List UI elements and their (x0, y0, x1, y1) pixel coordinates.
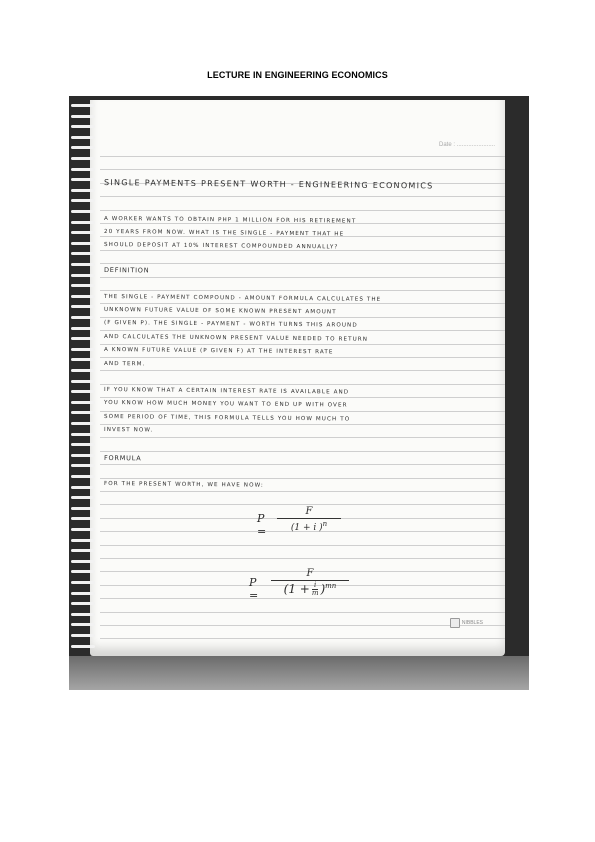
spiral-ring (71, 189, 95, 192)
spiral-ring (71, 221, 95, 224)
ruled-line (100, 317, 505, 318)
spiral-ring (71, 645, 95, 648)
definition-line: AND TERM. (103, 361, 146, 368)
spiral-ring (71, 263, 95, 266)
ruled-line (100, 625, 505, 626)
ruled-line (100, 504, 505, 505)
ruled-line (100, 451, 505, 452)
spiral-ring (71, 401, 95, 404)
spiral-ring (71, 623, 95, 626)
ruled-line (100, 357, 505, 358)
ruled-line (100, 384, 505, 385)
spiral-ring (71, 507, 95, 510)
spiral-ring (71, 380, 95, 383)
explanation-line: INVEST NOW. (103, 427, 154, 434)
spiral-ring (71, 231, 95, 234)
spiral-ring (71, 517, 95, 520)
formula-fraction (271, 568, 349, 597)
spiral-ring (71, 560, 95, 563)
definition-line: (F GIVEN P). THE SINGLE - PAYMENT - WORTH TURNS THIS AROUND (103, 320, 358, 329)
problem-line: SHOULD DEPOSIT AT 10% INTEREST COMPOUNDED ANNUALLY? (103, 242, 339, 251)
spiral-binding (71, 96, 99, 656)
ruled-line (100, 303, 505, 304)
ruled-line (100, 397, 505, 398)
ruled-line (100, 491, 505, 492)
exponent: n (322, 520, 328, 528)
fraction-bar (271, 580, 349, 581)
spiral-ring (71, 358, 95, 361)
spiral-ring (71, 464, 95, 467)
ruled-line (100, 545, 505, 546)
problem-line: A WORKER WANTS TO OBTAIN PHP 1 MILLION FOR HIS RETIREMENT (103, 216, 357, 225)
explanation-line: SOME PERIOD OF TIME, THIS FORMULA TELLS YOU HOW MUCH TO (103, 414, 351, 423)
scanned-notebook-image (69, 96, 529, 690)
ruled-line (100, 424, 505, 425)
spiral-ring (71, 316, 95, 319)
formula-denominator (271, 582, 349, 597)
ruled-line (100, 263, 505, 264)
ruled-line (100, 464, 505, 465)
spiral-ring (71, 348, 95, 351)
spiral-ring (71, 168, 95, 171)
ruled-line (100, 437, 505, 438)
spiral-ring (71, 369, 95, 372)
spiral-ring (71, 104, 95, 107)
spiral-ring (71, 210, 95, 213)
ruled-line (100, 250, 505, 251)
denominator-base: (1 + i ) (290, 523, 323, 533)
spiral-ring (71, 305, 95, 308)
ruled-line (100, 210, 505, 211)
ruled-line (100, 411, 505, 412)
ruled-line (100, 598, 505, 599)
definition-line: A KNOWN FUTURE VALUE (P GIVEN F) AT THE INTEREST RATE (103, 347, 334, 356)
definition-line: UNKNOWN FUTURE VALUE OF SOME KNOWN PRESENT AMOUNT (103, 307, 337, 316)
definition-label: DEFINITION (103, 266, 150, 275)
notebook-brand (450, 618, 483, 628)
formula-denominator (277, 520, 341, 533)
spiral-ring (71, 602, 95, 605)
spiral-ring (71, 390, 95, 393)
spiral-ring (71, 570, 95, 573)
fraction-bar (277, 518, 341, 519)
document-title: LECTURE IN ENGINEERING ECONOMICS (207, 70, 388, 80)
spiral-ring (71, 496, 95, 499)
formula-lhs: P = (249, 576, 259, 602)
ruled-line (100, 196, 505, 197)
ruled-line (100, 277, 505, 278)
date-field: Date : ....................... (438, 142, 495, 148)
formula-numerator: F (305, 506, 313, 517)
ruled-line (100, 330, 505, 331)
spiral-ring (71, 157, 95, 160)
spiral-ring (71, 411, 95, 414)
scan-background (69, 656, 529, 690)
rate-fraction (312, 582, 319, 597)
spiral-ring (71, 199, 95, 202)
spiral-ring (71, 178, 95, 181)
page-heading: SINGLE PAYMENTS PRESENT WORTH - ENGINEERING ECONOMICS (103, 178, 434, 191)
spiral-ring (71, 252, 95, 255)
spiral-ring (71, 613, 95, 616)
spiral-ring (71, 475, 95, 478)
spiral-ring (71, 634, 95, 637)
spiral-ring (71, 242, 95, 245)
spiral-ring (71, 115, 95, 118)
spiral-ring (71, 433, 95, 436)
denominator-close: ) (320, 582, 326, 596)
brand-name: NIBBLES (461, 620, 483, 626)
definition-line: THE SINGLE - PAYMENT COMPOUND - AMOUNT FORMULA CALCULATES THE (103, 294, 382, 303)
ruled-line (100, 612, 505, 613)
spiral-ring (71, 454, 95, 457)
definition-line: AND CALCULATES THE UNKNOWN PRESENT VALUE NEEDED TO RETURN (103, 334, 369, 343)
denominator-open: (1 + (283, 582, 310, 596)
rate-denominator: m (311, 589, 319, 597)
spiral-ring (71, 295, 95, 298)
spiral-ring (71, 592, 95, 595)
rate-numerator: i (314, 581, 317, 589)
explanation-line: YOU KNOW HOW MUCH MONEY YOU WANT TO END UP WITH OVER (103, 400, 348, 409)
brand-logo-icon (450, 618, 460, 628)
exponent: mn (325, 582, 337, 590)
spiral-ring (71, 274, 95, 277)
spiral-ring (71, 528, 95, 531)
ruled-line (100, 169, 505, 170)
spiral-ring (71, 539, 95, 542)
spiral-ring (71, 136, 95, 139)
spiral-ring (71, 146, 95, 149)
spiral-ring (71, 486, 95, 489)
formula-intro: FOR THE PRESENT WORTH, WE HAVE NOW: (103, 481, 264, 489)
spiral-ring (71, 443, 95, 446)
formula-label: FORMULA (103, 454, 142, 463)
ruled-line (100, 344, 505, 345)
notebook-page (90, 100, 505, 656)
formula-numerator: F (306, 568, 314, 579)
spiral-ring (71, 422, 95, 425)
spiral-ring (71, 125, 95, 128)
spiral-ring (71, 327, 95, 330)
ruled-line (100, 370, 505, 371)
problem-line: 20 YEARS FROM NOW. WHAT IS THE SINGLE - PAYMENT THAT HE (103, 229, 345, 238)
ruled-line (100, 290, 505, 291)
spiral-ring (71, 581, 95, 584)
formula-lhs: P = (257, 512, 267, 538)
spiral-ring (71, 549, 95, 552)
ruled-line (100, 156, 505, 157)
spiral-ring (71, 284, 95, 287)
explanation-line: IF YOU KNOW THAT A CERTAIN INTEREST RATE IS AVAILABLE AND (103, 387, 350, 396)
spiral-ring (71, 337, 95, 340)
formula-fraction (277, 506, 341, 533)
ruled-line (100, 478, 505, 479)
ruled-line (100, 638, 505, 639)
ruled-line (100, 558, 505, 559)
